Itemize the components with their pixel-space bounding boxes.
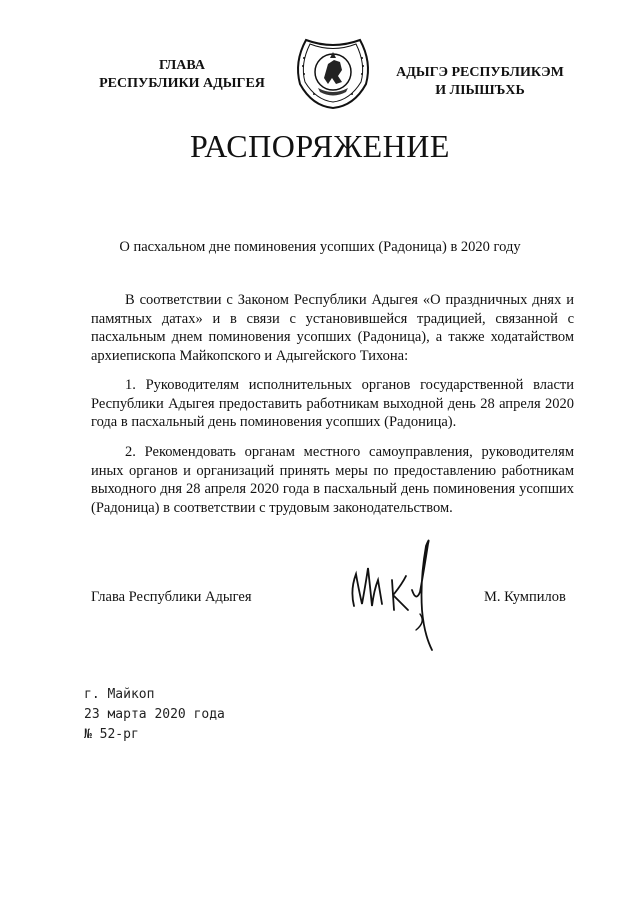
document-title: РАСПОРЯЖЕНИЕ: [190, 128, 450, 164]
handwritten-signature-icon: [342, 530, 442, 655]
paragraph-item-2: [91, 443, 574, 517]
paragraph-item-2-text: 2. Рекомендовать органам местного самоуправления, руководителям иных органов и организаций принять меры по предоставлению работникам выходного дня 28 апреля 2020 года в пасхальный день поминовения усопших (Радоница) в соответствии с трудовым законодательством.: [91, 444, 574, 516]
issue-date: 23 марта 2020 года: [84, 707, 225, 722]
document-requisites: [84, 685, 225, 745]
paragraph-item-1: [91, 376, 574, 432]
header-left-line2: РЕСПУБЛИКИ АДЫГЕЯ: [99, 76, 265, 91]
header-left-line1: ГЛАВА: [159, 58, 205, 73]
header-right-line2: И ЛІЫШЪХЬ: [435, 83, 525, 98]
paragraph-preamble: [91, 291, 574, 365]
document-number: № 52-рг: [84, 727, 139, 742]
coat-of-arms-icon: [290, 32, 376, 110]
signatory-post: Глава Республики Адыгея: [91, 589, 252, 605]
paragraph-item-1-text: 1. Руководителям исполнительных органов государственной власти Республики Адыгея предоставить работникам выходной день 28 апреля 2020 года в пасхальный день поминовения усопших (Радоница).: [91, 377, 574, 430]
header-right-line1: АДЫГЭ РЕСПУБЛИКЭМ: [396, 65, 564, 80]
document-subject: О пасхальном дне поминовения усопших (Радоница) в 2020 году: [119, 239, 521, 255]
header-left: [82, 57, 282, 93]
issue-city: г. Майкоп: [84, 687, 155, 702]
header-right: [385, 64, 575, 100]
signatory-name: М. Кумпилов: [484, 589, 566, 605]
paragraph-preamble-text: В соответствии с Законом Республики Адыгея «О праздничных днях и памятных датах» и в связи с установившейся традицией, связанной с пасхальным днем поминовения усопших (Радоница), а также ходатайством архиепископа Майкопского и Адыгейского Тихона:: [91, 292, 574, 364]
